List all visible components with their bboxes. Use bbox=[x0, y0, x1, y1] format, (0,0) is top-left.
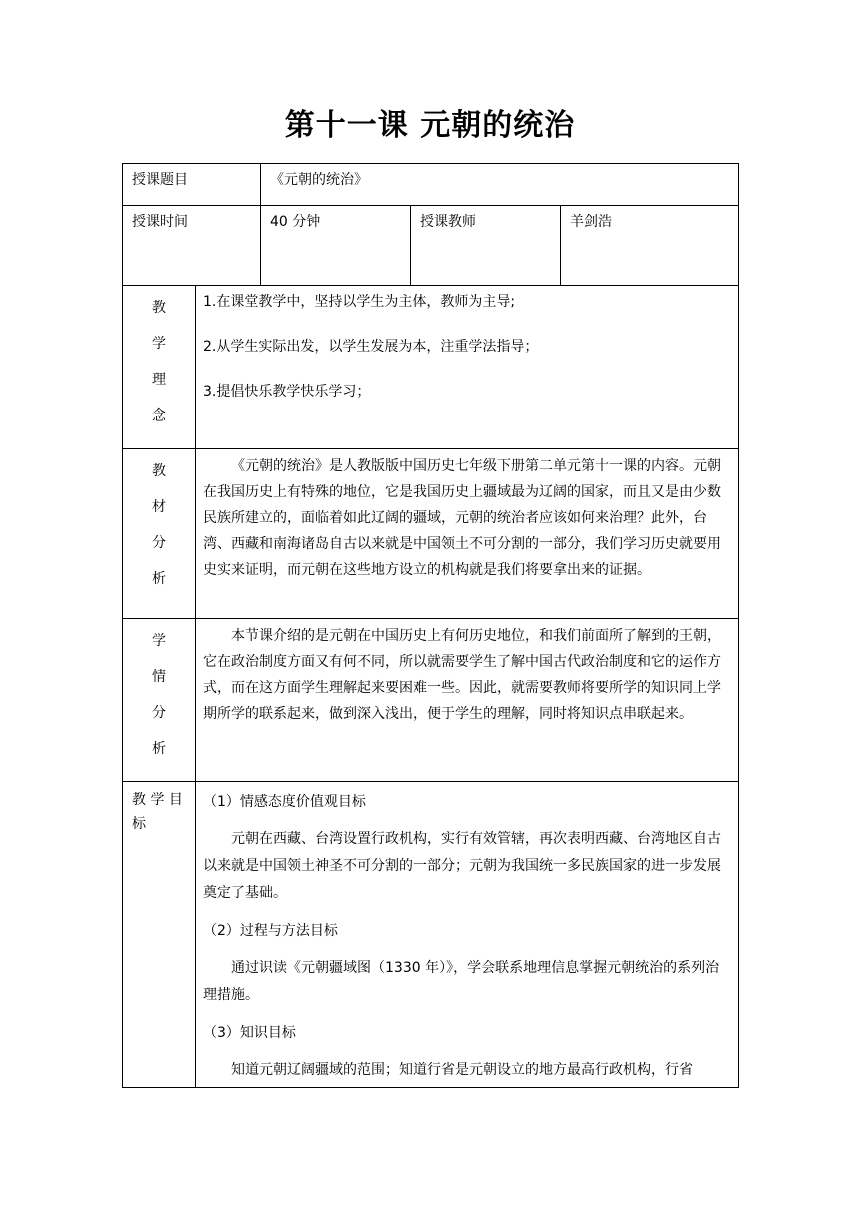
philosophy-content bbox=[196, 286, 739, 449]
page-title: 第十一课 元朝的统治 bbox=[284, 108, 576, 143]
row-student-analysis bbox=[123, 619, 739, 782]
philosophy-item: 1.在课堂教学中，坚持以学生为主体，教师为主导; bbox=[203, 294, 516, 310]
topic-label: 授课题目 bbox=[123, 164, 261, 206]
objective-heading: （3）知识目标 bbox=[203, 1025, 296, 1041]
topic-value: 《元朝的统治》 bbox=[261, 164, 739, 206]
objective-text: 通过识读《元朝疆域图（1330 年）》，学会联系地理信息掌握元朝统治的系列治理措施。 bbox=[203, 960, 720, 1003]
students-content bbox=[196, 619, 739, 782]
material-text: 《元朝的统治》是人教版版中国历史七年级下册第二单元第十一课的内容。元朝在我国历史上有特殊的地位，它是我国历史上疆域最为辽阔的国家，而且又是由少数民族所建立的，面临着如此辽阔的疆域，元朝的统治者应该如何来治理？此外，台湾、西藏和南海诸岛自古以来就是中国领土不可分割的一部分，我们学习历史就要用史实来证明，而元朝在这些地方设立的机构就是我们将要拿出来的证据。 bbox=[203, 458, 721, 578]
objective-heading: （1）情感态度价值观目标 bbox=[203, 794, 366, 810]
philosophy-item: 3.提倡快乐教学快乐学习； bbox=[203, 384, 371, 400]
row-time bbox=[123, 206, 739, 286]
row-topic bbox=[123, 164, 739, 206]
lesson-plan-table bbox=[122, 163, 739, 1088]
row-philosophy bbox=[123, 286, 739, 449]
time-value: 40 分钟 bbox=[261, 206, 411, 286]
philosophy-side-label: 教 学 理 念 bbox=[123, 286, 196, 449]
row-material-analysis bbox=[123, 449, 739, 619]
teacher-value: 羊剑浩 bbox=[561, 206, 739, 286]
students-text: 本节课介绍的是元朝在中国历史上有何历史地位，和我们前面所了解到的王朝，它在政治制度方面又有何不同，所以就需要学生了解中国古代政治制度和它的运作方式，而在这方面学生理解起来要困难一些。因此，就需要教师将要所学的知识同上学期所学的联系起来，做到深入浅出，便于学生的理解，同时将知识点串联起来。 bbox=[203, 628, 721, 722]
teacher-label: 授课教师 bbox=[411, 206, 561, 286]
objective-text: 元朝在西藏、台湾设置行政机构，实行有效管辖，再次表明西藏、台湾地区自古以来就是中国领土神圣不可分割的一部分；元朝为我国统一多民族国家的进一步发展奠定了基础。 bbox=[203, 831, 721, 901]
material-side-label: 教 材 分 析 bbox=[123, 449, 196, 619]
objective-heading: （2）过程与方法目标 bbox=[203, 923, 338, 939]
row-objectives bbox=[123, 782, 739, 1088]
objective-text: 知道元朝辽阔疆域的范围；知道行省是元朝设立的地方最高行政机构，行省 bbox=[231, 1062, 693, 1078]
time-label: 授课时间 bbox=[123, 206, 261, 286]
material-content bbox=[196, 449, 739, 619]
objectives-content bbox=[196, 782, 739, 1088]
students-side-label: 学 情 分 析 bbox=[123, 619, 196, 782]
objectives-side-label: 教 学 目标 bbox=[123, 782, 196, 1088]
philosophy-item: 2.从学生实际出发，以学生发展为本，注重学法指导； bbox=[203, 339, 539, 355]
